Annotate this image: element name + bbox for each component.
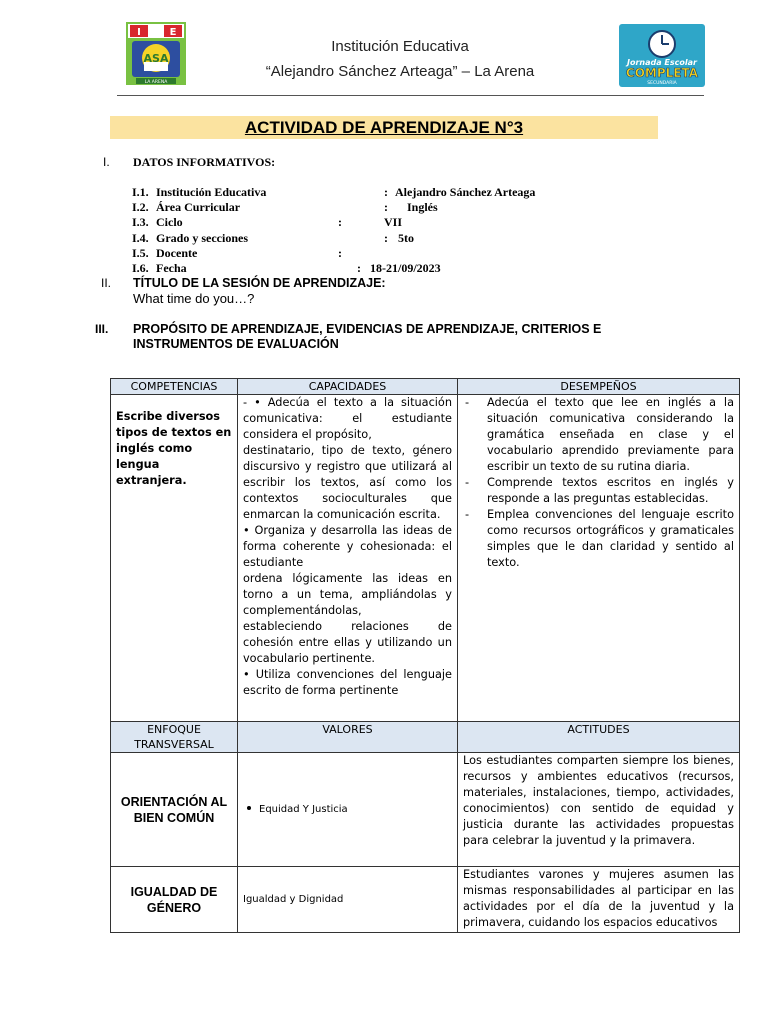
institution-subtitle: “Alejandro Sánchez Arteaga” – La Arena (265, 63, 535, 80)
desempenos-list (463, 395, 734, 571)
info-code: I.2. (132, 200, 149, 214)
info-label: Fecha (156, 261, 187, 275)
info-colon: : (384, 200, 388, 214)
info-code: I.4. (132, 231, 149, 245)
enfoque-name: IGUALDAD DE GÉNERO (111, 867, 238, 933)
info-label: Docente (156, 246, 198, 260)
info-colon: : (338, 246, 342, 260)
svg-text:COMPLETA: COMPLETA (625, 66, 699, 80)
header-divider (117, 95, 704, 96)
svg-text:ASA: ASA (143, 52, 169, 65)
svg-text:Jornada Escolar: Jornada Escolar (627, 58, 697, 67)
info-value: Inglés (407, 200, 438, 214)
school-logo (126, 22, 186, 85)
info-label: Grado y secciones (156, 231, 248, 245)
section-1-title: DATOS INFORMATIVOS: (133, 155, 276, 169)
list-item: - Emplea convenciones del lenguaje escrito como recursos ortográficos y gramaticales simples que le dan claridad y sentido al texto. (487, 507, 734, 571)
header-actitudes: ACTITUDES (458, 722, 740, 753)
capacidad-text: • Utiliza convenciones del lenguaje escrito de forma pertinente (243, 668, 452, 697)
capacidad-text: - • Adecúa el texto a la situación comunicativa: el estudiante considera el propósito, (243, 396, 452, 441)
info-colon: : (384, 185, 388, 199)
info-code: I.3. (132, 215, 149, 229)
enfoque-name: ORIENTACIÓN AL BIEN COMÚN (111, 753, 238, 867)
session-title-text: What time do you…? (133, 291, 255, 306)
capacidades-cell (238, 395, 458, 722)
section-1-number: I. (103, 155, 110, 169)
list-item: - Adecúa el texto que lee en inglés a la situación comunicativa considerando la gramática enseñada en clase y el vocabulario aprendido previamente para escribir un texto de su rutina diaria. (487, 395, 734, 475)
actitud-cell: Los estudiantes comparten siempre los bienes, recursos y ambientes educativos (recursos, materiales, instalaciones, tiempo, actividades, conocimientos) con sentido de equidad y justicia durante las actividades propuestas para celebrar la juventud y la primavera. (458, 753, 740, 867)
page-title: ACTIVIDAD DE APRENDIZAJE N°3 (110, 116, 658, 139)
header-desempenos: DESEMPEÑOS (458, 379, 740, 395)
bullet-icon (247, 806, 251, 810)
learning-table (110, 378, 740, 933)
school-crest-icon (126, 22, 186, 85)
info-label: Institución Educativa (156, 185, 267, 199)
info-code: I.5. (132, 246, 149, 260)
header-valores: VALORES (238, 722, 458, 753)
header-competencias: COMPETENCIAS (111, 379, 238, 395)
valor-cell (238, 867, 458, 933)
valor-text: Igualdad y Dignidad (243, 893, 344, 905)
capacidad-text: estableciendo relaciones de cohesión entre ellas y utilizando un vocabulario pertinente. (243, 620, 452, 665)
info-label: Área Curricular (156, 200, 241, 214)
svg-text:SECUNDARIA: SECUNDARIA (647, 81, 677, 86)
info-colon: : (338, 215, 342, 229)
info-colon: : (357, 261, 361, 275)
capacidad-text: destinatario, tipo de texto, género discursivo y registro que utilizará al escribir los textos, así como los contextos socioculturales que enmarcan la comunicación escrita. (243, 444, 452, 521)
table-row (111, 395, 740, 722)
valor-text: Equidad Y Justicia (259, 803, 348, 815)
jornada-logo (619, 24, 705, 87)
info-code: I.1. (132, 185, 149, 199)
info-value: VII (384, 215, 403, 229)
info-value: 5to (398, 231, 414, 245)
desempenos-cell (458, 395, 740, 722)
info-value: Alejandro Sánchez Arteaga (395, 185, 536, 199)
list-item: - Comprende textos escritos en inglés y responde a las preguntas establecidas. (487, 475, 734, 507)
table-row (111, 753, 740, 867)
valor-cell (238, 753, 458, 867)
table-header-row-2 (111, 722, 740, 753)
svg-text:LA ARENA: LA ARENA (144, 80, 168, 85)
capacidad-text: • Organiza y desarrolla las ideas de forma coherente y cohesionada: el estudiante (243, 524, 452, 569)
svg-text:E: E (169, 27, 177, 38)
table-header-row (111, 379, 740, 395)
info-colon: : (384, 231, 388, 245)
actitud-cell: Estudiantes varones y mujeres asumen las mismas responsabilidades al participar en las actividades por el día de la juventud y la primavera, cuidando los espacios educativos (458, 867, 740, 933)
section-3-number: III. (95, 322, 109, 336)
header-capacidades: CAPACIDADES (238, 379, 458, 395)
info-value: 18-21/09/2023 (370, 261, 441, 275)
info-code: I.6. (132, 261, 149, 275)
table-row (111, 867, 740, 933)
section-2-number: II. (101, 276, 112, 290)
institution-name: Institución Educativa (331, 38, 469, 55)
svg-text:I: I (137, 27, 141, 38)
info-label: Ciclo (156, 215, 183, 229)
competencia-cell: Escribe diversos tipos de textos en inglés como lengua extranjera. (111, 395, 238, 722)
section-3-title-line1: PROPÓSITO DE APRENDIZAJE, EVIDENCIAS DE APRENDIZAJE, CRITERIOS E (133, 322, 602, 336)
section-2-title: TÍTULO DE LA SESIÓN DE APRENDIZAJE: (133, 276, 386, 290)
capacidad-text: ordena lógicamente las ideas en torno a un tema, ampliándolas y complementándolas, (243, 572, 452, 617)
section-3-title-line2: INSTRUMENTOS DE EVALUACIÓN (133, 337, 339, 351)
header-enfoque: ENFOQUE TRANSVERSAL (111, 722, 238, 753)
